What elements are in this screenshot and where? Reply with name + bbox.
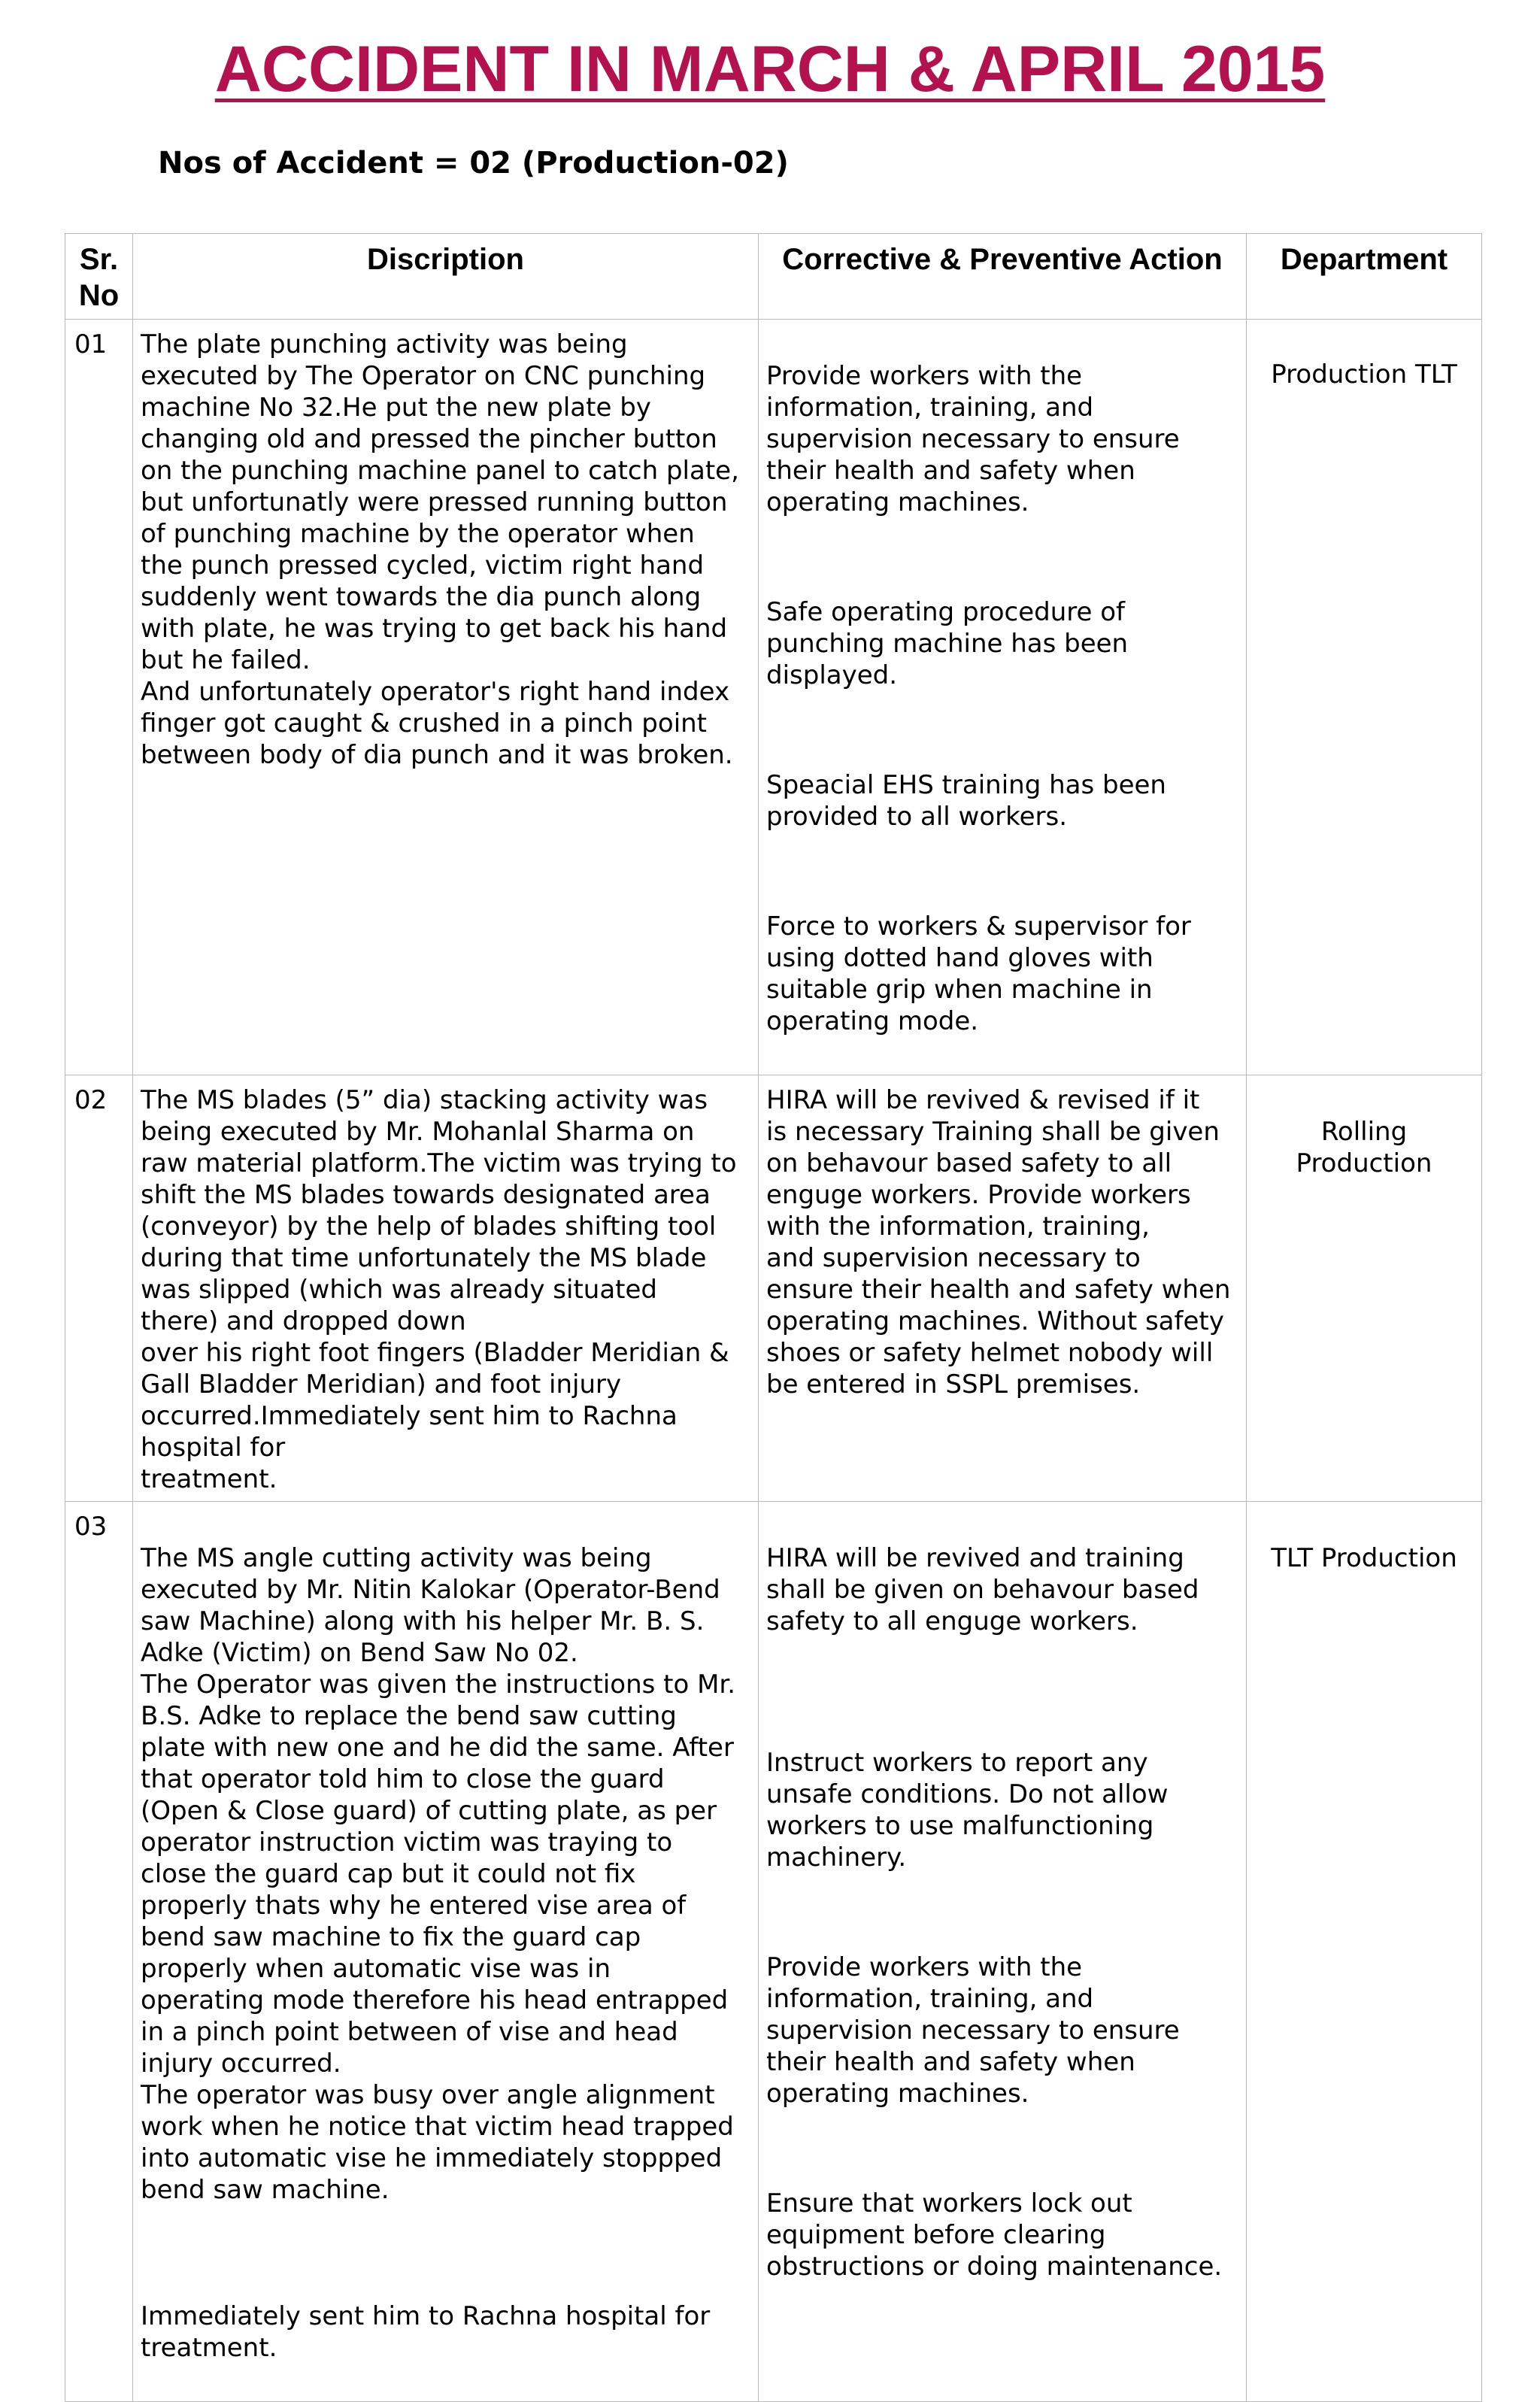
sr-no-cell (65, 1075, 133, 1502)
department-text: TLT Production (1271, 1543, 1457, 1573)
header-description: Discription (133, 234, 759, 320)
description-cell (133, 1075, 759, 1502)
sr-no-cell (65, 320, 133, 1075)
description-main: The MS angle cutting activity was being executed by Mr. Nitin Kalokar (Operator-Bend saw Machine) along with his helper Mr. B. S. Adke (Victim) on Bend Saw No 02. The Operator was given the instructions to Mr. B.S. Adke to replace the bend saw cutting plate with new one and he did the same. After that operator told him to close the guard (Open & Close guard) of cutting plate, as per operator instruction victim was traying to close the guard cap but it could not fix properly thats why he entered vise area of bend saw machine to fix the guard cap properly when automatic vise was in operating mode therefore his head entrapped in a pinch point between of vise and head injury occurred. The operator was busy over angle alignment work when he notice that victim head trapped into automatic vise he immediately stoppped bend saw machine. (141, 1543, 736, 2205)
action-item: Provide workers with the information, training, and supervision necessary to ensure their health and safety when operating machines. (766, 1952, 1180, 2109)
action-spacer (766, 550, 1238, 565)
department-text: Rolling Production (1296, 1117, 1432, 1178)
sr-no: 01 (74, 329, 108, 359)
department-cell (1247, 1502, 1482, 2402)
action-cell (759, 320, 1247, 1075)
sr-no: 02 (74, 1085, 108, 1115)
action-list (759, 1502, 1246, 2320)
header-department: Department (1247, 234, 1482, 320)
table-row (65, 1502, 1482, 2402)
header-sr-no-label: Sr. No (78, 243, 120, 312)
accident-table (65, 233, 1482, 2402)
description-tail: Immediately sent him to Rachna hospital for treatment. (141, 2301, 711, 2363)
action-cell (759, 1075, 1247, 1502)
department-cell (1247, 1075, 1482, 1502)
page-title (0, 32, 1540, 107)
table-row (65, 1075, 1482, 1502)
page-title-text: ACCIDENT IN MARCH & APRIL 2015 (214, 33, 1326, 105)
action-item: Safe operating procedure of punching machine has been displayed. (766, 597, 1129, 690)
description-text: The plate punching activity was being executed by The Operator on CNC punching machine No 32.He put the new plate by changing old and pressed the pincher button on the punching machine panel to catch plate, but unfortunatly were pressed running button of punching machine by the operator when the punch pressed cycled, victim right hand suddenly went towards the dia punch along with plate, he was trying to get back his hand but he failed. And unfortunately operator's right hand index finger got caught & crushed in a pinch point between body of dia punch and it was broken. (141, 329, 739, 770)
action-item: Provide workers with the information, training, and supervision necessary to ensure their health and safety when operating machines. (766, 361, 1180, 517)
action-item: Force to workers & supervisor for using dotted hand gloves with suitable grip when machine in operating mode. (766, 911, 1191, 1036)
header-action: Corrective & Preventive Action (759, 234, 1247, 320)
description-cell (133, 1502, 759, 2402)
department-text: Production TLT (1271, 359, 1457, 390)
table-row (65, 320, 1482, 1075)
action-item: Ensure that workers lock out equipment before clearing obstructions or doing maintenance. (766, 2188, 1223, 2282)
action-item: HIRA will be revived and training shall be given on behavour based safety to all enguge workers. (766, 1543, 1199, 1636)
header-sr-no (65, 234, 133, 320)
action-spacer (766, 723, 1238, 738)
sr-no-cell (65, 1502, 133, 2402)
action-item: Speacial EHS training has been provided to all workers. (766, 770, 1166, 832)
action-spacer (766, 1669, 1238, 1715)
department-cell (1247, 320, 1482, 1075)
action-item: HIRA will be revived & revised if it is necessary Training shall be given on behavour based safety to all enguge workers. Provide workers with the information, training, and supervision necessary to ensure their health and safety when operating machines. Without safety shoes or safety helmet nobody will be entered in SSPL premises. (766, 1085, 1231, 1400)
description-text: The MS blades (5” dia) stacking activity was being executed by Mr. Mohanlal Sharma on raw material platform.The victim was trying to shift the MS blades towards designated area (conveyor) by the help of blades shifting tool during that time unfortunately the MS blade was slipped (which was already situated there) and dropped down over his right foot fingers (Bladder Meridian & Gall Bladder Meridian) and foot injury occurred.Immediately sent him to Rachna hospital for treatment. (141, 1085, 737, 1494)
action-list (759, 320, 1246, 1075)
action-spacer (766, 864, 1238, 879)
sr-no: 03 (74, 1512, 108, 1542)
action-spacer (766, 2141, 1238, 2156)
description-spacer (141, 2237, 750, 2269)
action-cell (759, 1502, 1247, 2402)
action-spacer (766, 1905, 1238, 1920)
description-text (133, 1502, 758, 2401)
action-item: Instruct workers to report any unsafe conditions. Do not allow workers to use malfunctioning machinery. (766, 1748, 1169, 1873)
description-cell (133, 320, 759, 1075)
accident-count: Nos of Accident = 02 (Production-02) (158, 146, 789, 180)
table-header-row (65, 234, 1482, 320)
